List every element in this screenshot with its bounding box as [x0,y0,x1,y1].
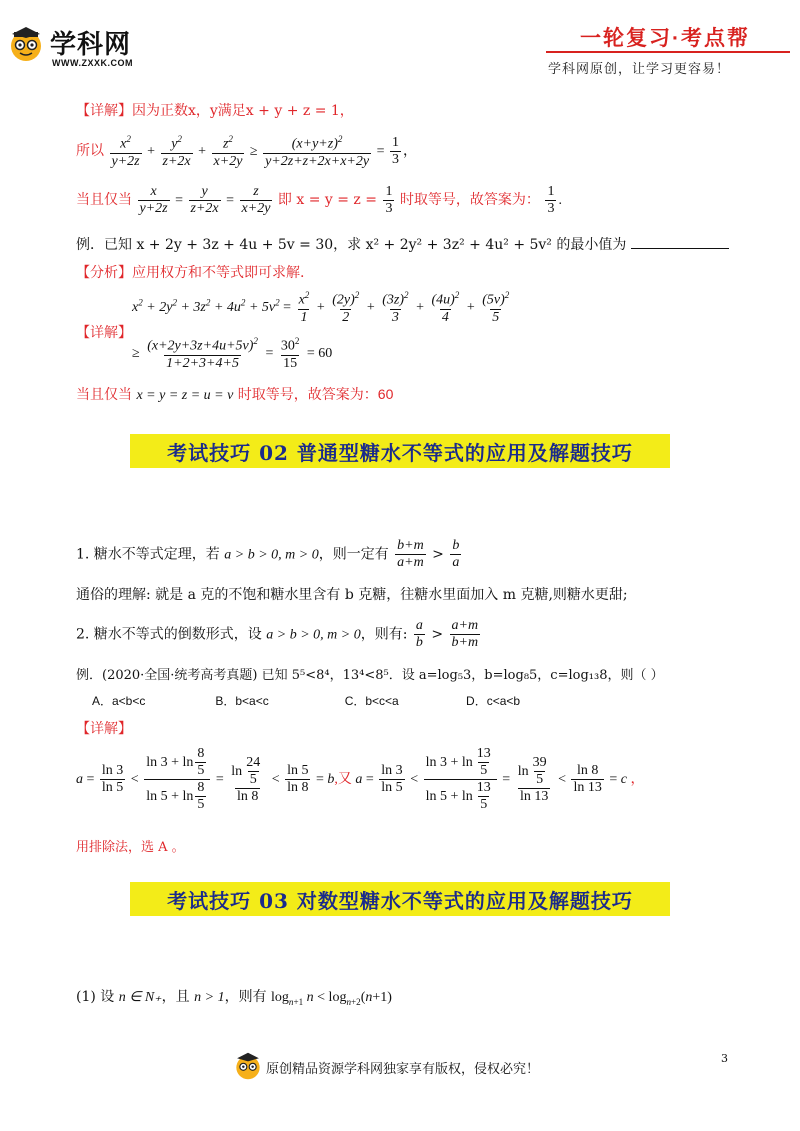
theorem-1-mid: ，则一定有 [318,546,389,563]
header-subtitle: 学科网原创，让学习更容易！ [548,61,731,76]
option-c: C．b<c<a [344,694,399,708]
log-item-1 [76,986,392,1007]
page-number: 3 [721,1052,728,1065]
log-item-mid-2: ，则有 [224,989,267,1005]
detail-line-1 [76,100,354,120]
theorem-2: 2. 糖水不等式的倒数形式，设 a > b > 0, m > 0，则有: $\frac{a}{b}$ > $\frac{a+m}{b+m}$ [76,618,479,651]
section-banner-02: 考试技巧 02 普通型糖水不等式的应用及解题技巧 [130,434,670,468]
log-item-prefix: (1) 设 [76,989,115,1005]
you-text: ,又 [334,771,352,787]
example-2: 例．(2020·全国·统考高考真题) 已知 5⁵<8⁴，13⁴<8⁵．设 a=log₅3，b=log₈5，c=log₁₃8，则（ ） [76,668,664,683]
analysis-text: 应用权方和不等式即可求解. [132,265,305,281]
analysis-label: 【分析】 [76,265,132,281]
plain-explanation: 通俗的理解: 就是 a 克的不饱和糖水里含有 b 克糖，往糖水里面加入 m 克糖,则糖水更甜; [76,587,628,603]
options-row [92,692,520,709]
weighted-sum-line: $x^2 + 2y^2 + 3z^2 + 4u^2 + 5v^2$ = $\frac{x^2}{1}$ + $\frac{(2y)^2}{2}$ + $\frac{(3z)^2}{3}$ + $\frac{(4u)^2}{4}$ + $\frac{(5v)^2}{5}$ [132,290,510,325]
log-item-cond-2: n > 1 [194,990,225,1005]
example-1-text: 例．已知 x + 2y + 3z + 4u + 5v = 30，求 x² + 2y² + 3z² + 4u² + 5v² 的最小值为 [76,237,627,253]
header-rule [546,51,790,53]
logo-mascot-icon [8,26,44,62]
theorem-2-cond: a > b > 0, m > 0 [266,627,361,643]
theorem-2-mid: ，则有: [360,626,408,643]
bound-line: ≥ $\frac{(x+2y+3z+4u+5v)^2}{1+2+3+4+5}$ = $\frac{30^2}{15}$ = 60 [132,336,333,371]
footer-mascot-icon [234,1052,262,1080]
log-comparison: a = $\frac{\ln 3}{\ln 5}$ < ln 3 + ln $\frac{8}{5}$ ln 5 + ln $\frac{8}{5}$ = ln $\frac{24}{5}$ ln 8 < $\frac{\ln 5}{\ln 8}$ = b,又 a = $\frac{\ln 3}{\ln 5}$ < ln 3 + ln $\frac{13}{5}$ ln 5 + ln $\frac{13}{5}$ = ln $\frac{39}{5}$ ln 13 < $\frac{\ln 8}{\ln 13}$ = c ， [76,746,645,813]
theorem-2-prefix: 2. 糖水不等式的倒数形式，设 [76,626,262,643]
example-1 [76,234,729,254]
option-a: A．a<b<c [92,694,146,708]
conclusion: 用排除法，选 A 。 [76,840,185,855]
detail-2-label: 【详解】 [76,325,132,341]
so-label: 所以 [76,143,104,160]
equality-end: 时取等号，故答案为： [399,191,540,208]
detail-3-label: 【详解】 [76,721,132,737]
theorem-1-cond: a > b > 0, m > 0 [224,547,319,563]
equality-2-answer: 60 [377,386,394,402]
theorem-1-prefix: 1. 糖水不等式定理，若 [76,546,220,563]
detail-label: 【详解】 [76,103,132,119]
option-d: D．c<a<b [466,694,521,708]
equality-line: 当且仅当 $\frac{x}{y+2z}$ = $\frac{y}{z+2x}$ = $\frac{z}{x+2y}$ 即 x = y = z = $\frac{1}{3}$ 时取等号，故答案为： $\frac{1}{3}$ . [76,184,562,217]
equality-2-end: 时取等号，故答案为： [237,387,378,403]
option-b: B．b<a<c [215,694,269,708]
header-title: 一轮复习·考点帮 [580,27,750,50]
analysis-line [76,262,304,282]
log-item-formula: $\log_{n+1} n < \log_{n+2}(n+1)$ [271,990,392,1007]
equality-mid: 即 x = y = z = [277,191,382,208]
answer-blank [631,248,729,249]
inequality-line: 所以 $\frac{x^2}{y+2z}$ + $\frac{y^2}{z+2x}$ + $\frac{z^2}{x+2y}$ ≥ $\frac{(x+y+z)^2}{y+2z+z+2x+x+2y}$ = $\frac{1}{3}$ ， [76,134,417,169]
section-banner-03: 考试技巧 03 对数型糖水不等式的应用及解题技巧 [130,882,670,916]
logo-url: WWW.ZXXK.COM [52,58,133,68]
equality-2-cond: x = y = z = u = v [136,388,234,403]
detail-text: 因为正数x，y满足x + y + z = 1， [132,103,354,119]
theorem-1: 1. 糖水不等式定理，若 a > b > 0, m > 0，则一定有 $\frac{b+m}{a+m}$ > $\frac{b}{a}$ [76,538,460,571]
footer-text: 原创精品资源学科网独家享有版权，侵权必究！ [266,1062,540,1077]
equality-line-2 [76,384,393,404]
log-item-cond-1: n ∈ N₊ [118,990,162,1005]
equality-2-label: 当且仅当 [76,387,132,403]
equality-label: 当且仅当 [76,191,132,208]
log-item-mid: ，且 [161,989,190,1005]
logo-text: 学科网 [50,29,132,59]
